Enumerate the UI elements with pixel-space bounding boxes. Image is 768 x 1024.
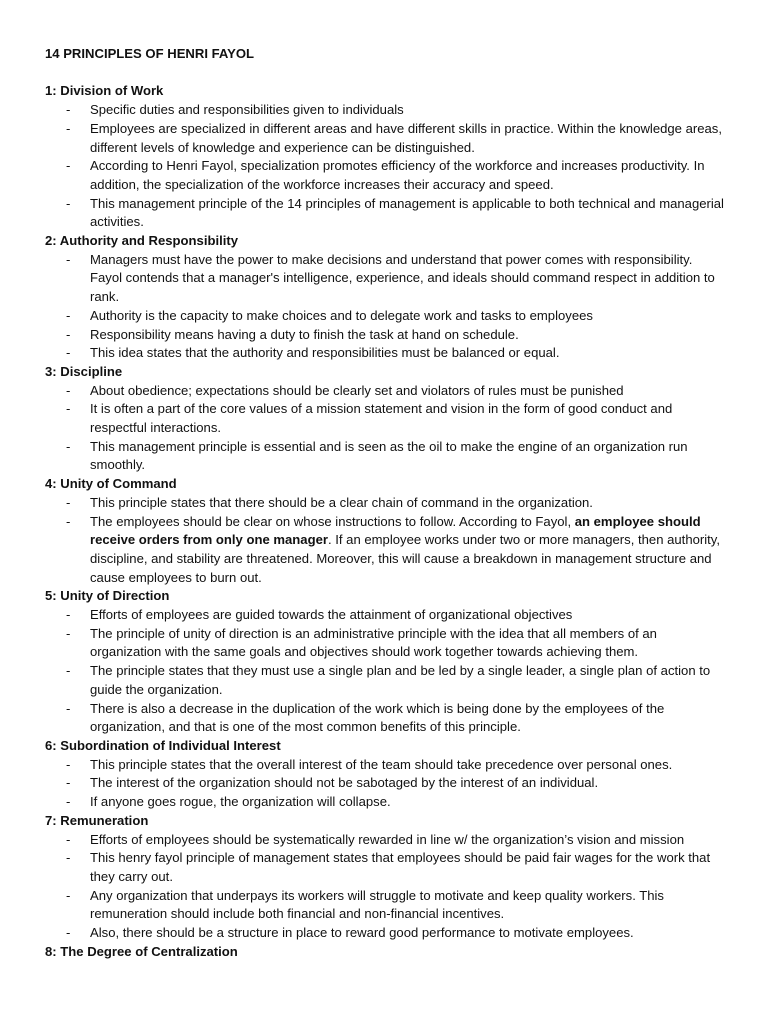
item-text: Authority is the capacity to make choices and to delegate work and tasks to employees — [90, 307, 593, 323]
list-item — [45, 438, 725, 475]
item-text: . If an employee works under two or more managers, then authority, discipline, and stability are threatened. Moreover, this will cause a breakdown in management structure and cause employees to burn out. — [90, 532, 721, 585]
item-text: This principle states that the overall interest of the team should take precedence over personal ones. — [90, 756, 673, 772]
dash-bullet: - — [66, 831, 71, 847]
section-heading: 7: Remuneration — [45, 812, 149, 828]
section-heading: 5: Unity of Direction — [45, 588, 170, 604]
list-item — [45, 400, 725, 437]
dash-bullet: - — [66, 382, 71, 398]
dash-bullet: - — [66, 102, 71, 118]
list-item — [45, 887, 725, 924]
item-text: This principle states that there should be a clear chain of command in the organization. — [90, 494, 593, 510]
item-text: This idea states that the authority and responsibilities must be balanced or equal. — [90, 345, 560, 361]
section-heading: 6: Subordination of Individual Interest — [45, 738, 281, 753]
item-text: The principle states that they must use a single plan and be led by a single leader, a single plan of action to guide the organization. — [90, 663, 711, 697]
list-item — [45, 774, 725, 793]
section — [45, 587, 725, 737]
list-item — [45, 382, 725, 401]
dash-bullet: - — [66, 513, 71, 529]
list-item — [45, 606, 725, 625]
section — [45, 82, 725, 232]
dash-bullet: - — [66, 494, 71, 510]
list-item — [45, 662, 725, 699]
item-text: There is also a decrease in the duplication of the work which is being done by the employees of the organization, and that is one of the most common benefits of this principle. — [90, 700, 665, 735]
item-text: Efforts of employees should be systematically rewarded in line w/ the organization’s vision and mission — [90, 831, 685, 847]
section — [45, 232, 725, 363]
bullet-list — [45, 756, 725, 812]
bullet-list — [45, 382, 725, 476]
section — [45, 475, 725, 587]
item-text: This management principle is essential and is seen as the oil to make the engine of an organization run smoothly. — [90, 438, 688, 473]
item-text: This henry fayol principle of management states that employees should be paid fair wages for the work that they carry out. — [90, 850, 711, 884]
item-text: It is often a part of the core values of a mission statement and vision in the form of good conduct and respectful interactions. — [90, 401, 673, 436]
item-text: This management principle of the 14 principles of management is applicable to both technical and managerial activities. — [90, 195, 724, 230]
list-item — [45, 700, 725, 737]
item-text: Employees are specialized in different areas and have different skills in practice. Within the knowledge areas, different levels of knowledge and experience can be distinguished. — [90, 120, 722, 155]
list-item — [45, 101, 725, 120]
dash-bullet: - — [66, 401, 71, 417]
item-text: Any organization that underpays its workers will struggle to motivate and keep quality workers. This remuneration should include both financial and non-financial incentives. — [90, 887, 664, 922]
dash-bullet: - — [66, 120, 71, 136]
dash-bullet: - — [66, 158, 71, 174]
list-item — [45, 793, 725, 812]
dash-bullet: - — [66, 850, 71, 866]
dash-bullet: - — [66, 607, 71, 623]
section-heading: 4: Unity of Command — [45, 476, 177, 492]
document-title: 14 PRINCIPLES OF HENRI FAYOL — [45, 46, 255, 61]
section-heading: 8: The Degree of Centralization — [45, 943, 238, 959]
bullet-list — [45, 494, 725, 588]
section — [45, 812, 725, 943]
item-text: About obedience; expectations should be clearly set and violators of rules must be punished — [90, 382, 624, 398]
item-text: Responsibility means having a duty to finish the task at hand on schedule. — [90, 326, 519, 342]
item-text: Efforts of employees are guided towards the attainment of organizational objectives — [90, 607, 573, 623]
dash-bullet: - — [66, 625, 71, 641]
list-item — [45, 513, 725, 588]
list-item — [45, 924, 725, 943]
item-text: The principle of unity of direction is an administrative principle with the idea that all members of an organization with the same goals and objectives should work together towards achieving them. — [90, 625, 657, 660]
dash-bullet: - — [66, 700, 71, 716]
list-item — [45, 307, 725, 326]
list-item — [45, 494, 725, 513]
dash-bullet: - — [66, 925, 71, 941]
bullet-list — [45, 831, 725, 943]
dash-bullet: - — [66, 887, 71, 903]
emphasis-text: an employee should receive orders from only one manager — [90, 513, 701, 548]
dash-bullet: - — [66, 345, 71, 361]
dash-bullet: - — [66, 326, 71, 342]
list-item — [45, 195, 725, 232]
dash-bullet: - — [66, 775, 71, 791]
dash-bullet: - — [66, 756, 71, 772]
list-item — [45, 251, 725, 307]
list-item — [45, 120, 725, 157]
dash-bullet: - — [66, 663, 71, 679]
section-heading: 1: Division of Work — [45, 83, 164, 99]
list-item — [45, 326, 725, 345]
section-heading: 3: Discipline — [45, 363, 123, 379]
document-body — [45, 45, 725, 961]
list-item — [45, 849, 725, 886]
bullet-list — [45, 606, 725, 737]
section-heading: 2: Authority and Responsibility — [45, 233, 239, 249]
item-text: If anyone goes rogue, the organization will collapse. — [90, 794, 391, 810]
item-text: Managers must have the power to make decisions and understand that power comes with responsibility. Fayol contends that a manager's intelligence, experience, and ideals should command respect in addition to rank. — [90, 251, 715, 305]
list-item — [45, 625, 725, 662]
section — [45, 943, 725, 962]
dash-bullet: - — [66, 307, 71, 323]
item-text: According to Henri Fayol, specialization promotes efficiency of the workforce and increases productivity. In addition, the specialization of the workforce increases their accuracy and speed. — [90, 158, 705, 192]
item-text: Also, there should be a structure in place to reward good performance to motivate employees. — [90, 925, 634, 941]
dash-bullet: - — [66, 251, 71, 267]
bullet-list — [45, 251, 725, 363]
item-text: Specific duties and responsibilities given to individuals — [90, 102, 404, 118]
item-text: The interest of the organization should not be sabotaged by the interest of an individual. — [90, 775, 599, 791]
section — [45, 363, 725, 475]
bullet-list — [45, 101, 725, 232]
dash-bullet: - — [66, 794, 71, 810]
list-item — [45, 157, 725, 194]
list-item — [45, 344, 725, 363]
list-item — [45, 756, 725, 775]
dash-bullet: - — [66, 195, 71, 211]
sections-container — [45, 82, 725, 961]
list-item — [45, 831, 725, 850]
item-text: The employees should be clear on whose instructions to follow. According to Fayol, — [90, 513, 575, 529]
section — [45, 737, 725, 812]
dash-bullet: - — [66, 438, 71, 454]
